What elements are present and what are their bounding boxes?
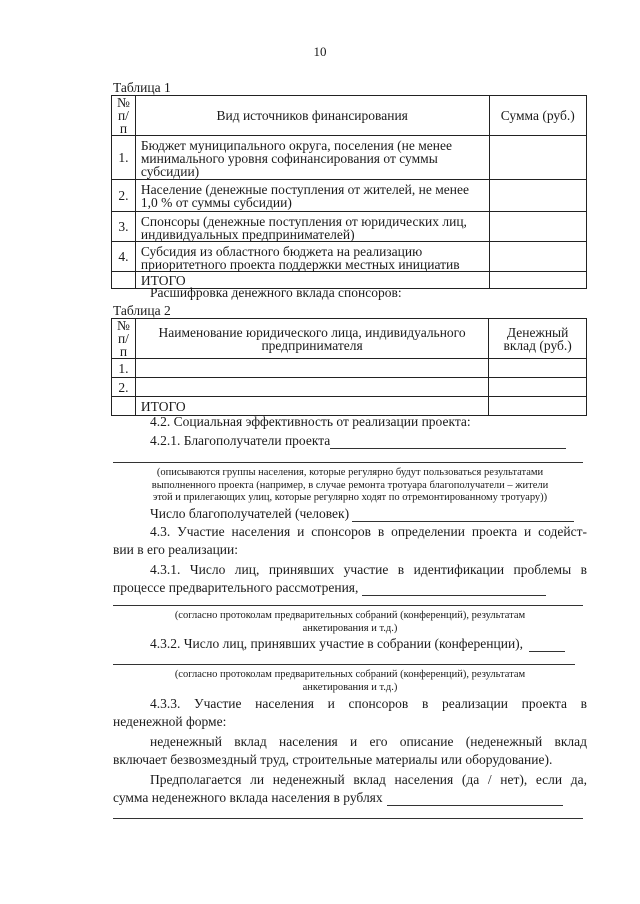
protocols-note-1: (согласно протоколам предварительных собраний (конференций), результатам анкетирования и т.д.) [174, 610, 526, 634]
sponsor-sum-cell[interactable] [489, 359, 587, 378]
beneficiaries-note: (описываются группы населения, которые регулярно будут пользоваться результатами выполненного проекта (например, в случае ремонта тротуара благополучатели – жители этой и прилегающих улиц, которые регулярно ходят по отремонтированному тротуару)) [151, 467, 549, 503]
table-row [112, 242, 587, 272]
table2-header-name: Наименование юридического лица, индивидуального предпринимателя [135, 319, 488, 359]
table2-header-num: № п/п [112, 319, 136, 359]
table-total-row [112, 397, 587, 416]
section-4-3-2-label: 4.3.2. Число лиц, принявших участие в собрании (конференции), [150, 636, 524, 651]
nonmonetary-line2: включает безвозмездный труд, строительные материалы или оборудование). [113, 752, 553, 767]
total-label: ИТОГО [135, 272, 489, 289]
row-number: 2. [112, 378, 136, 397]
row-sum-cell[interactable] [489, 242, 587, 272]
table-row [112, 359, 587, 378]
beneficiaries-count [150, 506, 574, 522]
beneficiaries-count-line[interactable] [352, 521, 574, 522]
row-sum-cell[interactable] [489, 136, 587, 180]
table-row [112, 136, 587, 180]
section-4-3-3-line2: неденежной форме: [113, 714, 227, 729]
row-text: Спонсоры (денежные поступления от юридических лиц, индивидуальных предпринимателей) [135, 212, 489, 242]
row-number: 3. [112, 212, 136, 242]
sponsors-table [111, 318, 587, 416]
table1-header-type: Вид источников финансирования [135, 96, 489, 136]
table1-caption: Таблица 1 [113, 80, 171, 95]
meeting-count-line[interactable] [529, 651, 565, 652]
total-sum-cell[interactable] [489, 272, 587, 289]
table2-caption: Таблица 2 [113, 303, 171, 318]
meeting-extra-line[interactable] [113, 664, 575, 665]
section-4-2-1-label: 4.2.1. Благополучатели проекта [150, 433, 331, 448]
row-number: 4. [112, 242, 136, 272]
row-text: Население (денежные поступления от жителей, не менее 1,0 % от суммы субсидии) [135, 180, 489, 212]
question-line1: Предполагается ли неденежный вклад населения (да / нет), если да, [150, 772, 587, 787]
section-4-2: 4.2. Социальная эффективность от реализации проекта: [150, 414, 471, 429]
beneficiaries-input-line[interactable] [330, 448, 566, 449]
section-4-3-2 [150, 636, 565, 652]
nonmonetary-line1: неденежный вклад населения и его описание (неденежный вклад [150, 734, 587, 749]
table-row [112, 180, 587, 212]
row-number: 2. [112, 180, 136, 212]
protocols-note-2: (согласно протоколам предварительных собраний (конференций), результатам анкетирования и т.д.) [174, 669, 526, 693]
identification-extra-line[interactable] [113, 605, 583, 606]
total-label: ИТОГО [135, 397, 488, 416]
row-text: Бюджет муниципального округа, поселения (не менее минимального уровня софинансирования от суммы субсидии) [135, 136, 489, 180]
row-text: Субсидия из областного бюджета на реализацию приоритетного проекта поддержки местных инициатив [135, 242, 489, 272]
row-sum-cell[interactable] [489, 212, 587, 242]
table-row [112, 212, 587, 242]
section-4-3-1-line2 [113, 580, 546, 596]
question-line2 [113, 790, 563, 806]
nonmonetary-sum-line[interactable] [387, 805, 563, 806]
question-label: сумма неденежного вклада населения в рублях [113, 790, 383, 805]
total-sum-cell[interactable] [489, 397, 587, 416]
section-4-3-line1: 4.3. Участие населения и спонсоров в определении проекта и содейст- [150, 524, 587, 539]
sponsor-name-cell[interactable] [135, 359, 488, 378]
section-4-3-1-line1: 4.3.1. Число лиц, принявших участие в идентификации проблемы в [150, 562, 587, 577]
row-number: 1. [112, 359, 136, 378]
financing-sources-table [111, 95, 587, 289]
section-4-2-1 [150, 433, 566, 449]
row-number: 1. [112, 136, 136, 180]
row-sum-cell[interactable] [489, 180, 587, 212]
beneficiaries-count-label: Число благополучателей (человек) [150, 506, 350, 521]
section-4-3-line2: вии в его реализации: [113, 542, 238, 557]
page-number: 10 [313, 44, 327, 59]
table1-header-num: № п/п [112, 96, 136, 136]
table1-header-sum: Сумма (руб.) [489, 96, 587, 136]
sponsor-name-cell[interactable] [135, 378, 488, 397]
section-4-3-3-line1: 4.3.3. Участие населения и спонсоров в реализации проекта в [150, 696, 587, 711]
nonmonetary-extra-line[interactable] [113, 818, 583, 819]
identification-count-line[interactable] [362, 595, 546, 596]
sponsor-sum-cell[interactable] [489, 378, 587, 397]
table2-header-sum: Денежный вклад (руб.) [489, 319, 587, 359]
sponsors-heading: Расшифровка денежного вклада спонсоров: [150, 285, 402, 300]
section-4-3-1-label: процессе предварительного рассмотрения, [113, 580, 359, 595]
beneficiaries-extra-line[interactable] [113, 462, 583, 463]
table-row [112, 378, 587, 397]
